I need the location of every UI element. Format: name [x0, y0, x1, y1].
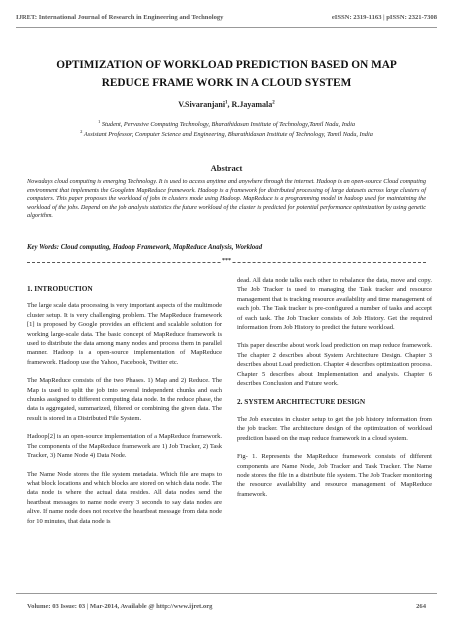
journal-name: IJRET: International Journal of Research in Engineering and Technology	[16, 14, 224, 21]
affiliation-1	[20, 118, 433, 129]
affiliation-2	[20, 128, 433, 139]
left-column	[27, 284, 222, 535]
paragraph: dead. All data node talks each other to rebalance the data, move and copy. The Job Tracker is used to managing the Task tracker and resource management that is tracking resource availability and time management of each job. The Task tracker is pre-configured a number of tasks and accept of each task. The Job Tracker consists of Job History. Get the required information from Job History to predict the future workload.	[237, 277, 432, 332]
introduction-heading: 1. INTRODUCTION	[27, 284, 93, 293]
paragraph: The Name Node stores the file system metadata. Which file are maps to what block locations and which blocks are stored on which data node. The data node is where the actual data resides. All data nodes send the heartbeat messages to name node every 3 seconds to say data nodes are alive. If name node does not receive the heartbeat message from data node for 10 minutes, that data node is	[27, 470, 222, 525]
affiliation-1-text: Student, Pervasive Computing Technology, Bharathidasan Institute of Technology,Tamil Nadu, India	[100, 121, 355, 128]
author-2: R.Jayamala	[231, 100, 273, 109]
paper-title	[20, 56, 433, 92]
title-line-2: REDUCE FRAME WORK IN A CLOUD SYSTEM	[101, 77, 352, 89]
affiliation-2-mark: 2	[80, 128, 83, 134]
paragraph: The MapReduce consists of the two Phases. 1) Map and 2) Reduce. The Map is used to split the job into several independent chunks and each chunks assigned to different computing data node. In the reduce phase, the data is aggregated, summarized, filtered or combining the given data. The result is stored in a Distributed File System.	[27, 377, 222, 422]
keywords-label: Key Words:	[27, 244, 60, 251]
abstract-text: Nowadays cloud computing is emerging Technology. It is used to access anytime and anywhere through the internet. Hadoop is an open-source Cloud computing environment that implements the Googletm MapReduce framework. Hadoop is a framework for distributed processing of large datasets across large clusters of computers. This paper proposes the workload of jobs in clusters mode using Hadoop. MapReduce is a programming model in hadoop used for maintaining the workload of the jobs. Depend on the job analysis statistics the future workload of the cluster is predicted for potential performance optimization by using genetic algorithm.	[27, 178, 426, 220]
title-line-1: OPTIMIZATION OF WORKLOAD PREDICTION BASED ON MAP	[56, 59, 397, 71]
running-footer	[27, 603, 426, 613]
author-list	[20, 100, 433, 109]
keywords	[27, 243, 426, 252]
abstract-heading: Abstract	[210, 163, 243, 173]
paragraph: The Job executes in cluster setup to get the job history information from the job tracker. The architecture design of the optimization of workload prediction based on the map reduce framework in a cloud system.	[237, 415, 432, 442]
paragraph: Hadoop[2] is an open-source implementation of a MapReduce framework. The components of the MapReduce framework are 1) Job Tracker, 2) Task Tracker, 3) Name Node 4) Data Node.	[27, 433, 222, 460]
header-rule	[16, 27, 437, 28]
running-header	[16, 14, 437, 24]
paragraph: Fig- 1. Represents the MapReduce framework consists of different components are Name Node, Job Tracker and Task Tracker. The Name node stores the file in a distribute file system. The Job Tracker monitoring the resource availability and resource management of MapReduce framework.	[237, 453, 432, 498]
keywords-text: Cloud computing, Hadoop Framework, MapReduce Analysis, Workload	[59, 244, 263, 251]
page-number: 264	[416, 603, 426, 610]
paragraph: This paper describe about work load prediction on map reduce framework. The chapter 2 describes about System Architecture Design. Chapter 3 describes about Load prediction. Chapter 4 describes optimization process. Chapter 5 describes about Implementation and analysis. Chapter 6 describes Conclusion and Future work.	[237, 342, 432, 388]
author-2-affiliation-mark: 2	[272, 100, 275, 106]
right-column	[237, 276, 432, 508]
affiliation-1-mark: 1	[98, 118, 101, 124]
issn: eISSN: 2319-1163 | pISSN: 2321-7308	[331, 14, 437, 21]
section-separator	[27, 258, 426, 268]
author-separator: ,	[227, 100, 232, 109]
separator-mark: ***	[222, 258, 231, 264]
paragraph: The large scale data processing is very important aspects of the multimode cluster setup. It is very challenging problem. The MapReduce framework [1] is proposed by Google provides an efficient and scalable solution for working large-scale data. The basic concept of MapReduce framework is used to distribute the data among many nodes and process them in parallel manner. Hadoop is a open-source implementation of MapReduce framework. Hadoop use the Yahoo, Facebook, Twitter etc.	[27, 302, 222, 366]
author-1-affiliation-mark: 1	[225, 100, 228, 106]
volume-info: Volume: 03 Issue: 03 | Mar-2014, Available @ http://www.ijret.org	[27, 603, 213, 610]
system-architecture-heading: 2. SYSTEM ARCHITECTURE DESIGN	[237, 397, 366, 407]
footer-rule	[16, 593, 437, 594]
author-1: V.Sivaranjani	[178, 100, 226, 109]
affiliation-2-text: Assistant Professor, Computer Science and Engineering, Bharathidasan Institute of Technology, Tamil Nadu, India	[82, 131, 373, 138]
